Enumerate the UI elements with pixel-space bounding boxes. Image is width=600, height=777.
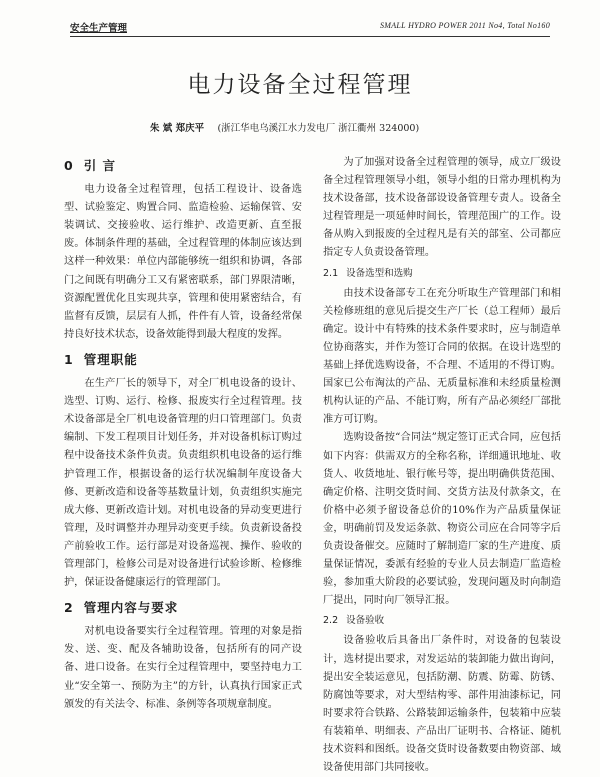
header-journal-info: SMALL HYDRO POWER 2011 No4, Total No160: [379, 21, 550, 30]
paragraph: 设备验收后具备出厂条件时，对设备的包装设计，选材提出要求，对发运站的装卸能力做出询问，提出安全装运意见，包括防潮、防震、防霉、防锈、防腐蚀等要求，对大型结构零、部件用油漆标记，同时要求符合铁路、公路装卸运输条件，包装箱中应装有装箱单、明细表、产品出厂证明书、合格证、随机技术资料和图纸。设备交货时设备数要由物资部、域设备使用部门共同接收。: [323, 635, 561, 774]
right-column: [323, 154, 561, 777]
running-header: [70, 18, 550, 37]
subsection-title: 设备验收: [346, 615, 385, 627]
section-heading-functions: [64, 351, 302, 369]
article-title: 电力设备全过程管理: [187, 72, 413, 98]
section-title: 管理职能: [83, 351, 138, 367]
section-number: 0: [64, 158, 74, 173]
subsection-number: 2.2: [323, 615, 339, 627]
section-heading-introduction: [64, 157, 302, 175]
subsection-heading-selection: [323, 265, 561, 283]
paragraph: 电力设备全过程管理，包括工程设计、设备选型、试验鉴定、购置合同、监造检验、运输保管、安装调试、交接验收、运行维护、改造更新、直至报废。体制条件理的基础，全过程管理的体制应该达到这样一种效果：单位内部能够统一组织和协调，各部门之间既有明确分工又有紧密联系，部门界限清晰，资源配置优化且实现共享，管理和使用紧密结合，有监督有反馈，层层有人抓，件件有人管，设备经常保持良好技术状态，设备效能得到最大程度的发挥。: [64, 184, 302, 340]
subsection-title: 设备选型和选购: [346, 267, 413, 279]
subsection-heading-acceptance: [323, 612, 561, 630]
paragraph: 选购设备按“合同法”规定签订正式合同，应包括如下内容：供需双方的全称名称，详细通讯地址、收货人、收货地址、银行帐号等，提出明确供货范围、确定价格、注明交货时间、交货方法及付款条文，在价格中必须予留设备总价的10%作为产品质量保证金，明确前罚及发运条款、物资公司应在合同等字后负责设备催交。应随时了解制造厂家的生产进度、质量保证情况，委派有经验的专业人员去制造厂监造检验，参加重大阶段的必要试验，发现问题及时向制造厂提出，同时向厂领导汇报。: [323, 432, 561, 607]
section-number: 2: [64, 600, 74, 616]
section-heading-content: [64, 599, 302, 617]
author-affiliation: (浙江华电乌溪江水力发电厂 浙江衢州 324000): [217, 123, 420, 134]
author-line: [150, 120, 510, 134]
left-column: [64, 154, 302, 714]
paragraph: 对机电设备要实行全过程管理。管理的对象是指发、送、变、配及各辅助设备，包括所有的同产设备、进口设备。在实行全过程管理中，要坚持电力工业“安全第一、预防为主”的方针，认真执行国家正式颁发的有关法令、标准、条例等各项规章制度。: [64, 626, 302, 710]
author-names: 朱 斌 郑庆平: [150, 123, 205, 134]
paragraph: 在生产厂长的领导下，对全厂机电设备的设计、选型、订购、运行、检修、报废实行全过程管理。技术设备部是全厂机电设备管理的归口管理部门。负责编制、下发工程项目计划任务，并对设备机标订购过程中设备技术条件负责。负责组织机电设备的运行维护管理工作，根据设备的运行状况编制年度设备大修、更新改造和设备等基数量计划，负责组织实施完成大修、更新改造计划。对机电设备的异动变更进行管理，及时调整并办理异动变更手续。负责新设备投产前验收工作。运行部是对设备巡视、操作、验收的管理部门，检修公司是对设备进行试验诊断、检修维护，保证设备健康运行的管理部门。: [64, 378, 302, 589]
paragraph: 由技术设备部专工在充分听取生产管理部门和相关检修班组的意见后提交生产厂长（总工程师）最后确定。设计中有特殊的技术条件要求时，应与制造单位协商落实，并作为签订合同的依据。在设计选型的基础上择优选购设备，不合理、不适用的不得订购。国家已公布淘汰的产品、无质量标准和未经质量检测机构认证的产品、不能订购，所有产品必须经厂部批准方可订购。: [323, 287, 561, 426]
section-number: 1: [64, 351, 74, 367]
header-section-label: 安全生产管理: [70, 23, 128, 34]
subsection-number: 2.1: [323, 267, 339, 279]
section-title: 引 言: [83, 158, 117, 173]
paragraph: 为了加强对设备全过程管理的领导，成立厂级设备全过程管理领导小组，领导小组的日常办理机构为技术设备部，技术设备部设设备管理专责人。设备全过程管理是一项延伸时间长，管理范围广的工作。设备从购入到报废的全过程凡是有关的部室、公司都应指定专人负责设备管理。: [323, 157, 561, 259]
section-title: 管理内容与要求: [83, 600, 179, 616]
